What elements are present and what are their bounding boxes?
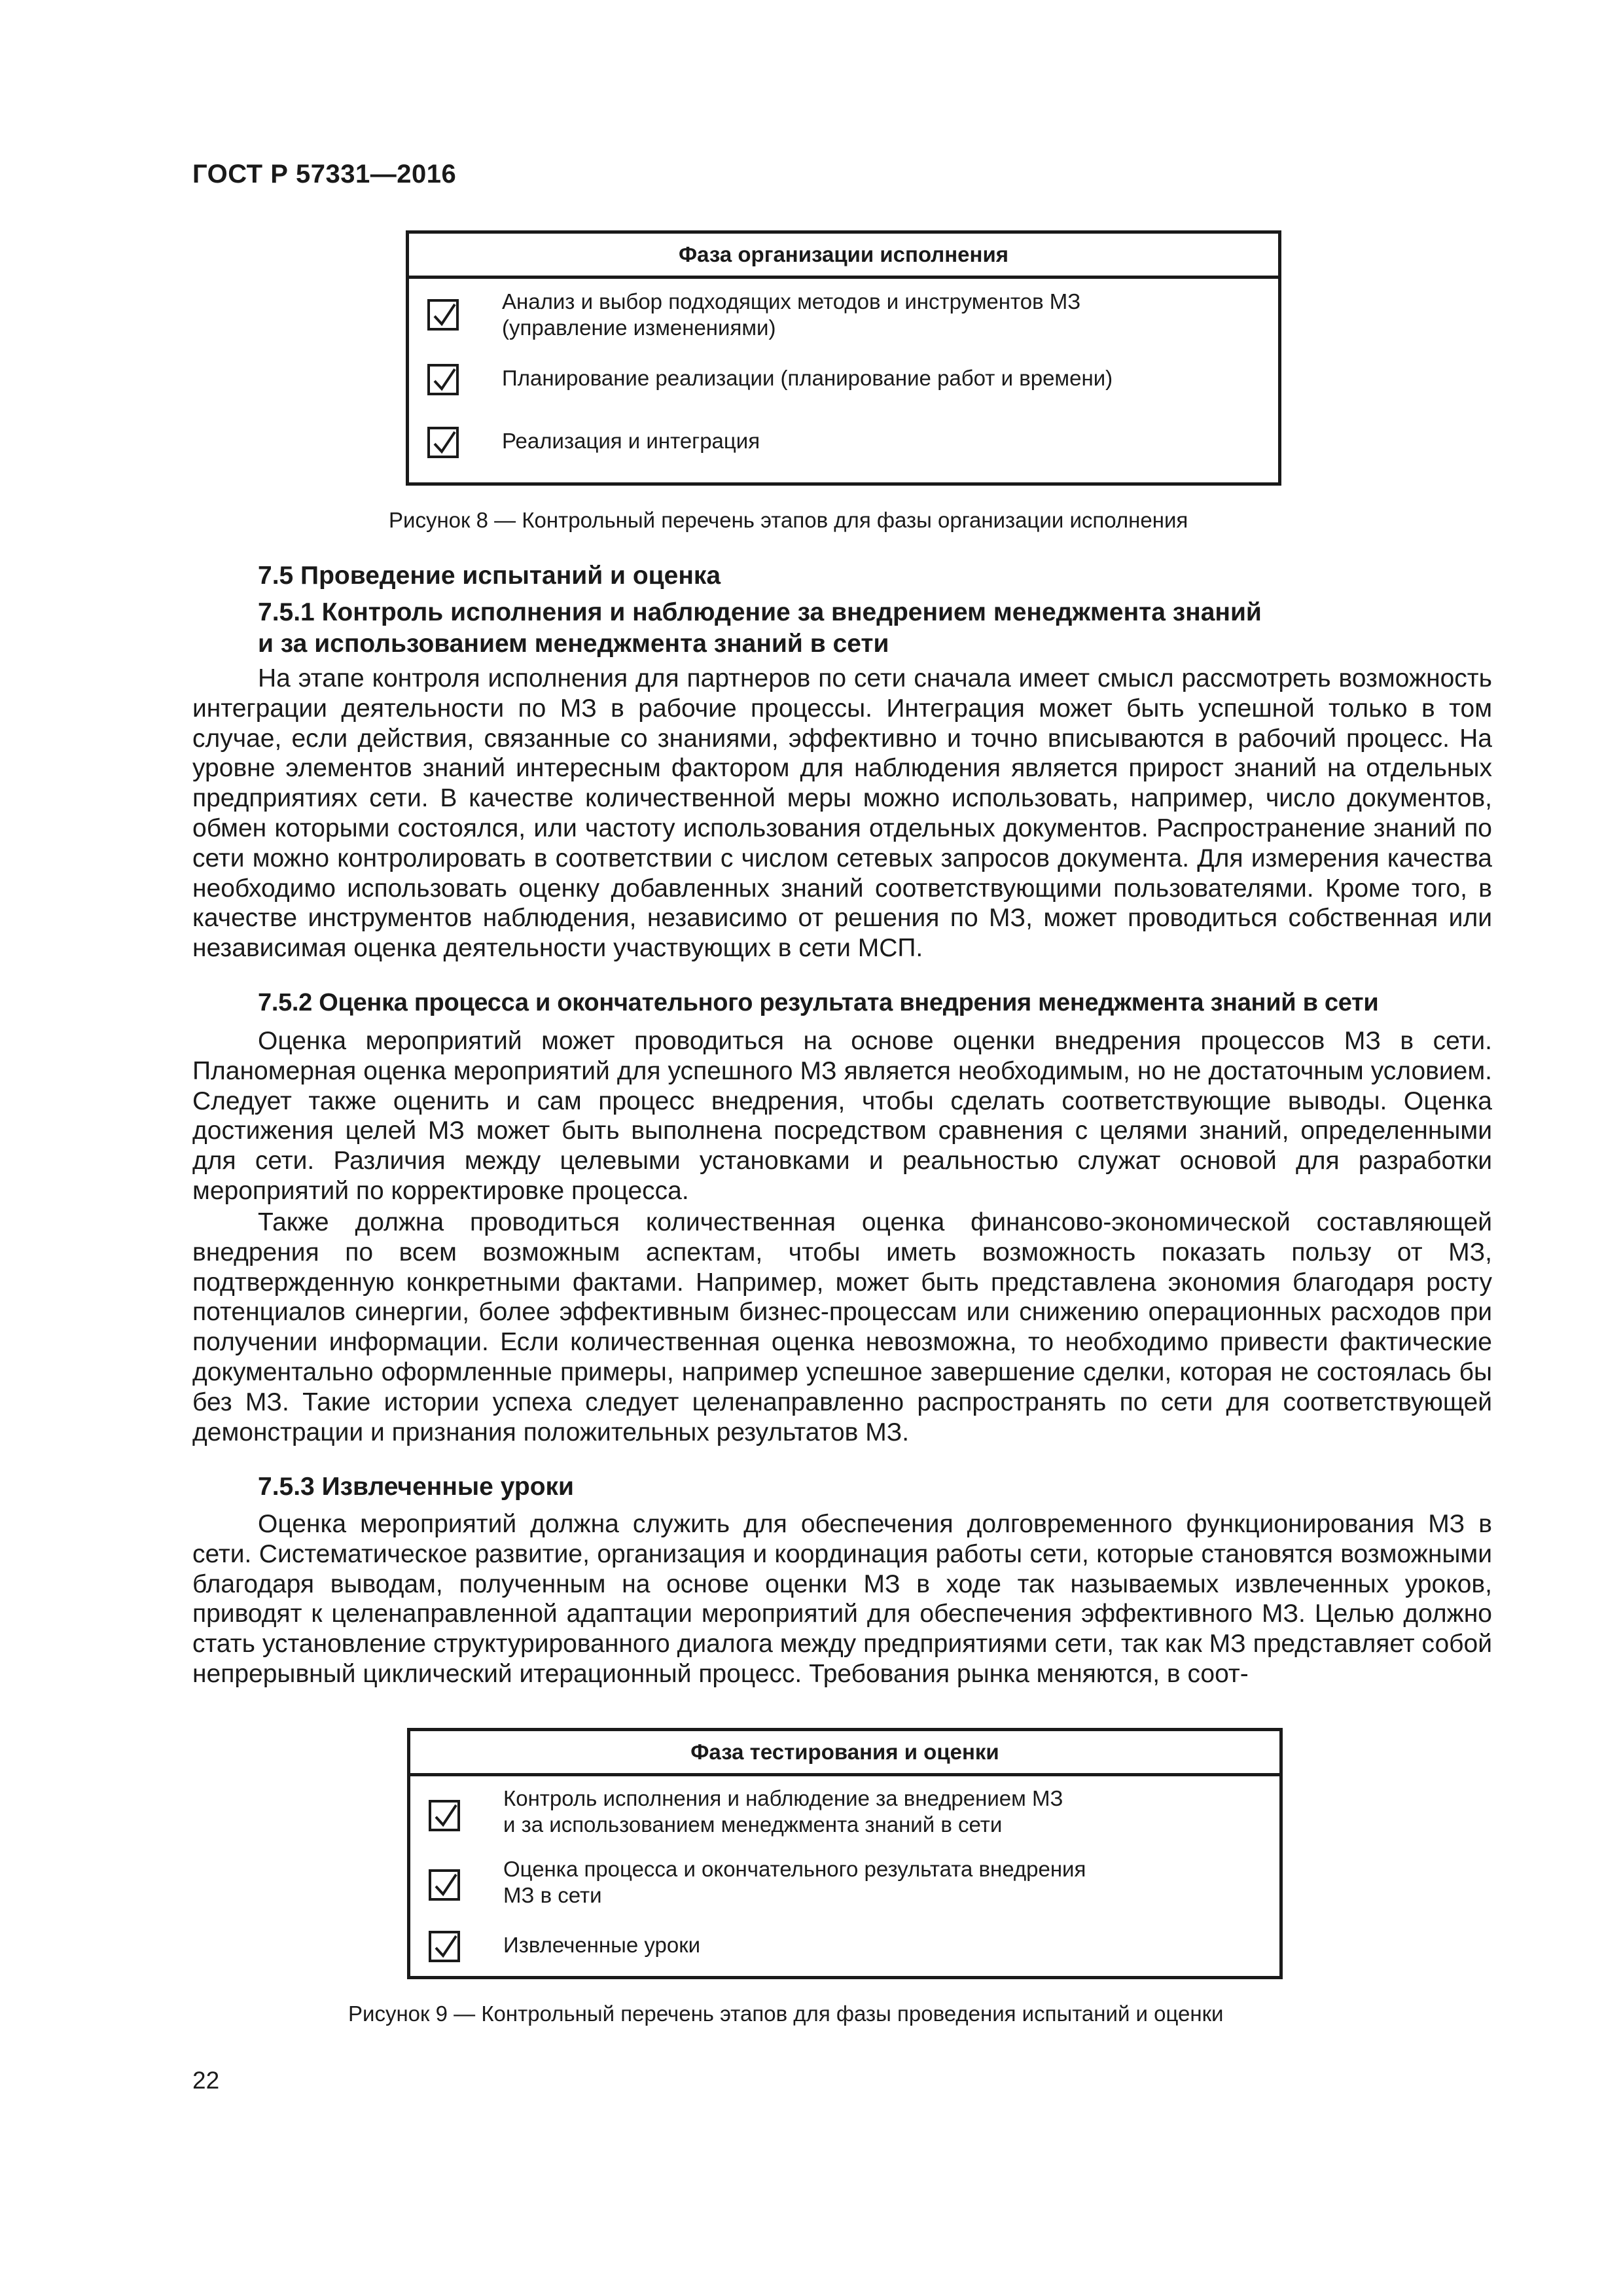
checklist-item-text: Реализация и интеграция bbox=[502, 429, 760, 453]
section-7-5-3-heading: 7.5.3 Извлеченные уроки bbox=[258, 1473, 575, 1501]
checklist-item-text: Планирование реализации (планирование работ и времени) bbox=[502, 366, 1113, 390]
figure-8-caption: Рисунок 8 — Контрольный перечень этапов для фазы организации исполнения bbox=[389, 508, 1188, 532]
checklist-item-text: Оценка процесса и окончательного результата внедрения МЗ в сети bbox=[503, 1857, 1086, 1907]
document-header: ГОСТ Р 57331—2016 bbox=[192, 160, 457, 188]
figure-8-title: Фаза организации исполнения bbox=[409, 234, 1278, 279]
section-7-5-1-heading: 7.5.1 Контроль исполнения и наблюдение за внедрением менеджмента знаний и за использованием менеджмента знаний в сети bbox=[258, 598, 1262, 658]
checklist-item bbox=[409, 414, 1278, 479]
checklist-item-text: Контроль исполнения и наблюдение за внедрением МЗ и за использованием менеджмента знаний в сети bbox=[503, 1786, 1063, 1837]
section-7-5-1-paragraph: На этапе контроля исполнения для партнеров по сети сначала имеет смысл рассмотреть возможность интеграции деятельности по МЗ в рабочие процессы. Интеграция может быть успешной только в том случае, если действия, связанные со знаниями, эффективно и точно вписываются в рабочий процесс. На уровне элементов знаний интересным фактором для наблюдения является прирост знаний на отдельных предприятиях сети. В качестве количественной меры можно использовать, например, число документов, обмен которыми состоялся, или частоту использования отдельных документов. Распространение знаний по сети можно контролировать в соответствии с числом сетевых запросов документа. Для измерения качества необходимо использовать оценку добавленных знаний соответствующими пользователями. Кроме того, в качестве инструментов наблюдения, независимо от решения по МЗ, может проводиться собственная или независимая оценка деятельности участвующих в сети МСП. bbox=[192, 664, 1492, 963]
checklist-item bbox=[410, 1850, 1279, 1922]
figure-8-checklist bbox=[406, 230, 1281, 486]
checklist-item bbox=[409, 279, 1278, 351]
checklist-item bbox=[410, 1922, 1279, 1979]
section-7-5-2-heading: 7.5.2 Оценка процесса и окончательного результата внедрения менеджмента знаний в сети bbox=[258, 989, 1379, 1016]
checkbox-checked-icon bbox=[429, 1800, 460, 1831]
checkbox-checked-icon bbox=[429, 1869, 460, 1901]
checklist-item bbox=[409, 351, 1278, 414]
section-7-5-3-paragraph: Оценка мероприятий должна служить для обеспечения долговременного функционирования МЗ в сети. Систематическое развитие, организация и координация работы сети, которые становятся возможными благодаря выводам, полученным на основе оценки МЗ в ходе так называемых извлеченных уроков, приводят к целенаправленной адаптации мероприятий для обеспечения эффективного МЗ. Целью должно стать установление структурированного диалога между предприятиями сети, так как МЗ представляет собой непрерывный циклический итерационный процесс. Требования рынка меняются, в соот- bbox=[192, 1510, 1492, 1688]
page-number: 22 bbox=[192, 2067, 220, 2094]
checklist-item bbox=[410, 1776, 1279, 1850]
figure-9-title: Фаза тестирования и оценки bbox=[410, 1731, 1279, 1776]
checkbox-checked-icon bbox=[427, 427, 459, 458]
section-7-5-2-paragraph: Также должна проводиться количественная оценка финансово-экономической составляющей внедрения по всем возможным аспектам, чтобы иметь возможность показать пользу от МЗ, подтвержденную конкретными фактами. Например, может быть представлена экономия благодаря росту потенциалов синергии, более эффективным бизнес-процессам или снижению операционных расходов при получении информации. Если количественная оценка невозможна, то необходимо привести фактические документально оформленные примеры, например успешное завершение сделки, которая не состоялась бы без МЗ. Такие истории успеха следует целенаправленно распространять по сети для соответствующей демонстрации и признания положительных результатов МЗ. bbox=[192, 1208, 1492, 1446]
checklist-item-text: Анализ и выбор подходящих методов и инструментов МЗ (управление изменениями) bbox=[502, 289, 1081, 340]
checkbox-checked-icon bbox=[427, 364, 459, 395]
section-7-5-2-paragraph: Оценка мероприятий может проводиться на основе оценки внедрения процессов МЗ в сети. Планомерная оценка мероприятий для успешного МЗ является необходимым, но не достаточным условием. Следует также оценить и сам процесс внедрения, чтобы сделать соответствующие выводы. Оценка достижения целей МЗ может быть выполнена посредством сравнения с целями знаний, определенными для сети. Различия между целевыми установками и реальностью служат основой для разработки мероприятий по корректировке процесса. bbox=[192, 1027, 1492, 1205]
section-7-5-heading: 7.5 Проведение испытаний и оценка bbox=[258, 562, 721, 590]
figure-9-checklist bbox=[407, 1728, 1283, 1979]
checkbox-checked-icon bbox=[427, 299, 459, 331]
figure-9-caption: Рисунок 9 — Контрольный перечень этапов для фазы проведения испытаний и оценки bbox=[348, 2001, 1224, 2026]
checkbox-checked-icon bbox=[429, 1931, 460, 1962]
checklist-item-text: Извлеченные уроки bbox=[503, 1933, 701, 1957]
